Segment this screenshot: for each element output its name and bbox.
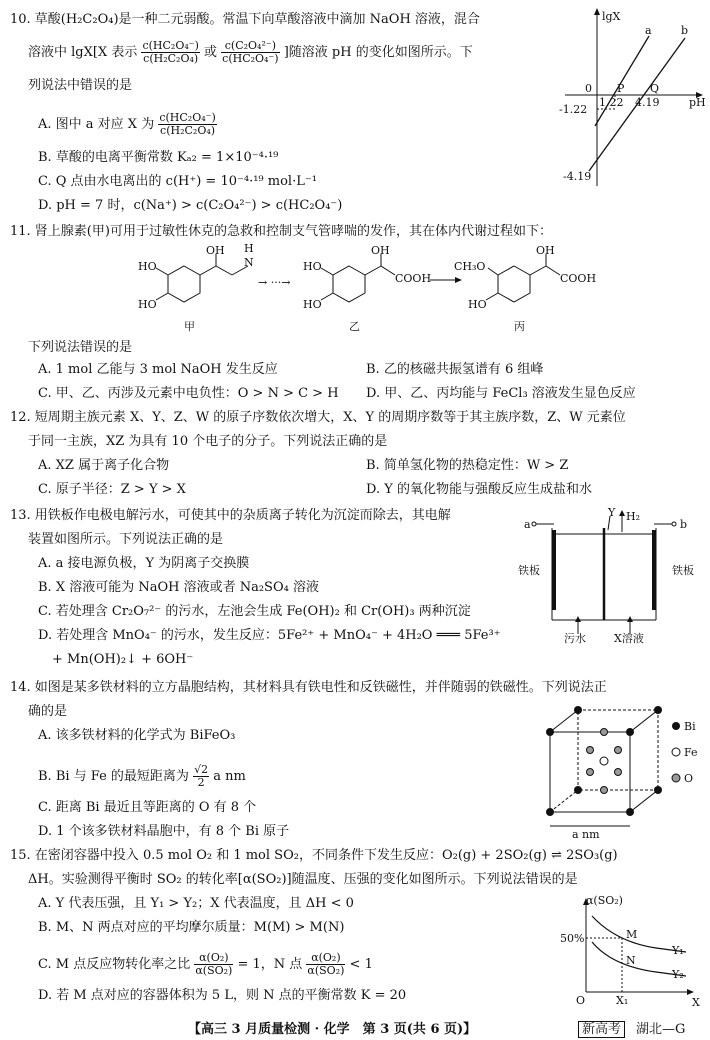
graph-origin: O (576, 994, 586, 1007)
terminal-a: a (524, 518, 531, 531)
structure-yi (303, 244, 431, 333)
tick-x1: X₁ (616, 994, 629, 1007)
line-a (595, 36, 649, 126)
footer-region: 湖北—G (636, 1022, 686, 1037)
svg-text:HO: HO (468, 298, 487, 311)
q14-stem-line2: 确的是 (28, 704, 68, 719)
edge-label: a nm (572, 828, 600, 841)
q12-stem-line1: 12. 短周期主族元素 X、Y、Z、W 的原子序数依次增大，X、Y 的周期序数等于其主族序数，Z、W 元素位 (10, 410, 626, 425)
q13-option-d-line1: D. 若处理含 MnO₄⁻ 的污水，发生反应：5Fe²⁺ + MnO₄⁻ + 4H₂O ═══ 5Fe³⁺ (38, 628, 501, 643)
page-footer: 【高三 3 月质量检测 · 化学 第 3 页(共 6 页)】 (188, 1022, 477, 1037)
q12-option-b: B. 简单氢化物的热稳定性：W > Z (366, 458, 569, 473)
q10-stem-line3: 列说法中错误的是 (28, 78, 133, 93)
q11-stem-line1: 11. 肾上腺素(甲)可用于过敏性休克的急救和控制支气管哮喘的发作，其在体内代谢过程如下： (10, 224, 552, 239)
svg-text:OH: OH (206, 244, 225, 257)
tick-x2: 4.19 (635, 96, 660, 109)
q15-stem-line2: ΔH。实验测得平衡时 SO₂ 的转化率[α(SO₂)]随温度、压强的变化如图所示。下列说法错误的是 (28, 872, 578, 887)
q13-option-a: A. a 接电源负极，Y 为阴离子交换膜 (38, 556, 250, 571)
q10-stem-line2: 溶液中 lgX[X 表示 $\frac{\text{c(HC₂O₄⁻)}}{\text{c(H₂C₂O₄)}}$ 或 $\frac{\text{c(C₂O₄²⁻)}}{\text{c(HC₂O₄⁻)}}$ ]随溶液 pH 的变化如图所示。下 (28, 39, 473, 65)
svg-text:N: N (244, 256, 254, 269)
tick-y1: -1.22 (559, 103, 588, 116)
svg-text:→ ···→: → ···→ (258, 276, 291, 289)
q13-option-c: C. 若处理含 Cr₂O₇²⁻ 的污水，左池会生成 Fe(OH)₂ 和 Cr(OH)₃ 两种沉淀 (38, 604, 471, 619)
q15-alpha-graph (560, 892, 706, 1008)
footer-brand: 新高考 (578, 1018, 625, 1037)
svg-text:HO: HO (138, 298, 157, 311)
q10-option-b: B. 草酸的电离平衡常数 Kₐ₂ = 1×10⁻⁴·¹⁹ (38, 150, 279, 165)
q10-option-a: A. 图中 a 对应 X 为 $\frac{\text{c(HC₂O₄⁻)}}{\text{c(H₂C₂O₄)}}$ (38, 111, 216, 137)
q13-stem-line1: 13. 用铁板作电极电解污水，可使其中的杂质离子转化为沉淀而除去，其电解 (10, 508, 451, 523)
line-a-label: a (645, 24, 652, 37)
x-solution-label: X溶液 (614, 632, 644, 645)
q10-lgx-graph (555, 6, 705, 196)
svg-text:H: H (244, 242, 254, 255)
q13-stem-line2: 装置如图所示。下列说法正确的是 (28, 532, 224, 547)
svg-text:HO: HO (303, 260, 322, 273)
q15-option-c: C. M 点反应物转化率之比 $\frac{\text{α(O₂)}}{\text{α(SO₂)}}$ = 1，N 点 $\frac{\text{α(O₂)}}{\text{α(SO₂)}}$ < 1 (38, 951, 373, 977)
point-p: P (617, 82, 625, 95)
graph-ylabel: α(SO₂) (586, 894, 623, 907)
q14-crystal-cell (520, 696, 706, 842)
label-y2: Y₂ (672, 968, 684, 981)
membrane-y: Y (608, 506, 616, 519)
q11-option-b: B. 乙的核磁共振氢谱有 6 组峰 (366, 362, 544, 377)
svg-text:COOH: COOH (560, 272, 597, 285)
q14-option-c: C. 距离 Bi 最近且等距离的 O 有 8 个 (38, 800, 257, 815)
q12-option-d: D. Y 的氧化物能与强酸反应生成盐和水 (366, 482, 592, 497)
tick-x1: 1.22 (599, 96, 624, 109)
q15-stem-line1: 15. 在密闭容器中投入 0.5 mol O₂ 和 1 mol SO₂，不同条件下发生反应：O₂(g) + 2SO₂(g) ⇌ 2SO₃(g) (10, 848, 618, 863)
svg-text:OH: OH (371, 244, 390, 257)
q14-option-b: B. Bi 与 Fe 的最短距离为 $\frac{√2}{2}$ a nm (38, 763, 246, 789)
graph-xlabel: X (692, 996, 700, 1009)
q11-question: 下列说法错误的是 (28, 340, 133, 355)
label-yi: 乙 (349, 320, 360, 333)
q15-option-d: D. 若 M 点对应的容器体积为 5 L，则 N 点的平衡常数 K = 20 (38, 988, 407, 1003)
q10-option-c: C. Q 点由水电离出的 c(H⁺) = 10⁻⁴·¹⁹ mol·L⁻¹ (38, 174, 317, 189)
q13-option-d-line2: + Mn(OH)₂↓ + 6OH⁻ (52, 652, 194, 667)
q15-option-b: B. M、N 两点对应的平均摩尔质量：M(M) > M(N) (38, 920, 345, 935)
q12-stem-line2: 于同一主族，XZ 为具有 10 个电子的分子。下列说法正确的是 (28, 434, 388, 449)
label-bing: 丙 (514, 320, 525, 333)
svg-text:COOH: COOH (395, 272, 432, 285)
tick-50pct: 50% (560, 932, 585, 945)
svg-text:OH: OH (536, 244, 555, 257)
q10-stem-line1: 10. 草酸(H₂C₂O₄)是一种二元弱酸。常温下向草酸溶液中滴加 NaOH 溶液，混合 (10, 12, 480, 27)
terminal-b: b (680, 518, 688, 531)
tick-y2: -4.19 (563, 170, 592, 183)
point-q: Q (650, 82, 660, 95)
structure-jia (138, 242, 254, 333)
gas-h2: H₂ (626, 510, 641, 523)
legend-o: O (684, 772, 694, 785)
q11-option-d: D. 甲、乙、丙均能与 FeCl₃ 溶液发生显色反应 (366, 386, 636, 401)
waste-water-label: 污水 (564, 632, 586, 645)
left-plate-label: 铁板 (518, 564, 540, 577)
label-y1: Y₁ (672, 944, 684, 957)
right-plate-label: 铁板 (672, 564, 694, 577)
q10-option-d: D. pH = 7 时，c(Na⁺) > c(C₂O₄²⁻) > c(HC₂O₄⁻) (38, 198, 343, 213)
legend-bi: Bi (684, 720, 696, 733)
graph-ylabel: lgX (602, 10, 621, 23)
line-b-label: b (681, 24, 689, 37)
svg-text:HO: HO (138, 260, 157, 273)
q11-structures (140, 244, 600, 338)
legend-fe: Fe (684, 746, 698, 759)
label-jia: 甲 (184, 320, 195, 333)
q12-option-a: A. XZ 属于离子化合物 (38, 458, 170, 473)
q13-option-b: B. X 溶液可能为 NaOH 溶液或者 Na₂SO₄ 溶液 (38, 580, 319, 595)
graph-xlabel: pH (689, 96, 706, 109)
q12-option-c: C. 原子半径：Z > Y > X (38, 482, 186, 497)
point-m: M (626, 928, 638, 941)
q15-option-a: A. Y 代表压强，且 Y₁ > Y₂；X 代表温度，且 ΔH < 0 (38, 896, 354, 911)
tick-y0: 0 (585, 82, 592, 95)
q14-option-d: D. 1 个该多铁材料晶胞中，有 8 个 Bi 原子 (38, 824, 290, 839)
q13-electrolysis-cell (512, 508, 704, 644)
q14-stem-line1: 14. 如图是某多铁材料的立方晶胞结构，其材料具有铁电性和反铁磁性，并伴随弱的铁磁性。下列说法正 (10, 680, 607, 695)
point-n: N (626, 954, 636, 967)
svg-text:CH₃O: CH₃O (454, 260, 486, 273)
q14-option-a: A. 该多铁材料的化学式为 BiFeO₃ (38, 728, 236, 743)
structure-bing (454, 244, 596, 333)
q11-option-c: C. 甲、乙、丙涉及元素中电负性：O > N > C > H (38, 386, 339, 401)
q11-option-a: A. 1 mol 乙能与 3 mol NaOH 发生反应 (38, 362, 278, 377)
svg-text:HO: HO (303, 298, 322, 311)
